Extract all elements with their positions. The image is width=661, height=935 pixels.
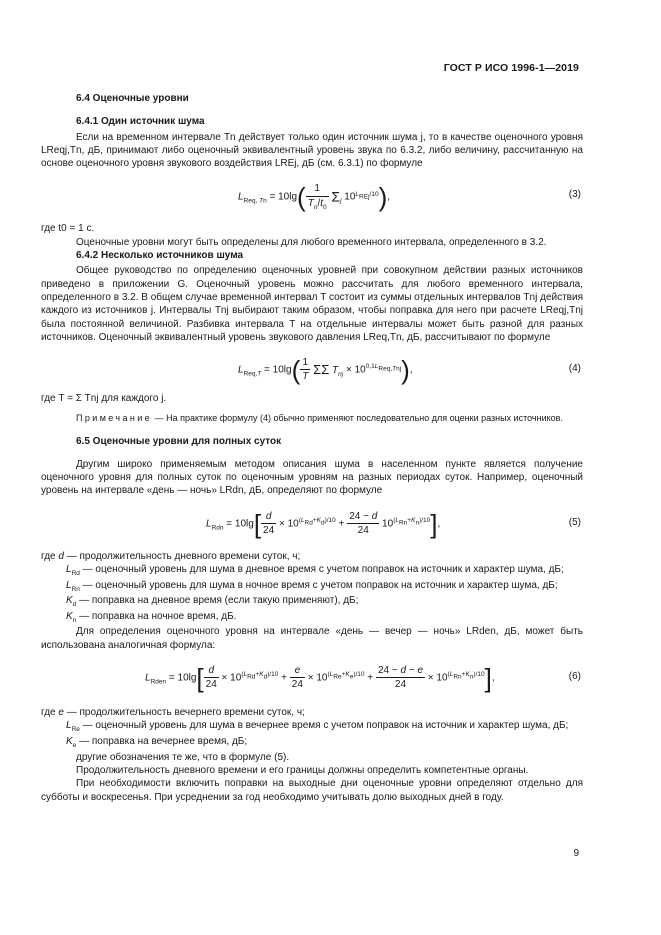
paragraph: При необходимости включить поправки на выходные дни оценочные уровни определяют отдельно для субботы и воскресенья. При усреднении за год необходимо учитывать долю выходных дней в году.: [41, 778, 583, 803]
page-number: 9: [573, 848, 579, 859]
formula-expression: $L_{Rden} = 10\lg$[ $\frac{d}{24}$ × $10^{(L_{Rd}+K_d)/10}$ + $\frac{e}{24}$ × $10^{(L_{Re}+K_e)/10}$ + $\frac{24 - d - e}{24}$ × $10^{(L_{Rn}+K_n)/10}$],: [145, 662, 495, 693]
paragraph: Если на временном интервале Tn действует только один источник шума j, то в качестве оценочного уровня LReqj,Tn, дБ, принимают либо оценочный эквивалентный уровень звука по 6.3.2, либо величину, рассчитанную на основе оценочного уровня звукового воздействия LREj, дБ (см. 6.3.1) по формуле: [41, 131, 583, 170]
paragraph: Для определения оценочного уровня на интервале «день — вечер — ночь» LRden, дБ, может быть использована аналогичная формула:: [41, 626, 583, 651]
section-6-5-title: 6.5 Оценочные уровни для полных суток: [76, 436, 282, 448]
formula-4: [41, 348, 583, 388]
section-6-4-2-title: 6.4.2 Несколько источников шума: [76, 250, 244, 262]
paragraph: Продолжительность дневного времени и его границы должны определить компетентные органы.: [76, 764, 529, 776]
section-6-4-title: 6.4 Оценочные уровни: [76, 93, 189, 104]
section-6-4-1-title: 6.4.1 Один источник шума: [76, 116, 205, 128]
definition: $L_{Rn}$ — оценочный уровень для шума в ночное время с учетом поправок на источник и характер шума, дБ;: [66, 579, 558, 593]
page-content: [41, 92, 583, 804]
paragraph: Оценочные уровни могут быть определены для любого временного интервала, определенного в 3.2.: [76, 236, 547, 248]
document-header: ГОСТ Р ИСО 1996-1—2019: [443, 62, 579, 74]
paragraph: Общее руководство по определению оценочных уровней при совокупном действии разных источников приведено в приложении G. Оценочный уровень можно рассчитать для любого временного интервала, определенного в 3.2. В общем случае временной интервал T состоит из суммы отдельных интервалов Tnj действия каждого из источников j. Интервалы Tnj выбирают таким образом, чтобы поправка для него при расчете LReqj,Tnj была постоянной величиной. Разбивка интервала T на отдельные интервалы может быть разной для разных источников. Оценочный эквивалентный уровень звукового давления LReq,Tn, дБ, рассчитывают по формуле: [41, 265, 583, 343]
formula-3: [41, 174, 583, 218]
where-clause: где T = Σ Tnj для каждого j.: [41, 393, 167, 405]
formula-expression: $L_{Rdn} = 10\lg$[ $\frac{d}{24}$ × $10^{(L_{Rd}+K_d)/10}$ + $\frac{24 - d}{24}$ $10^{(L_{Rn}+K_n)/10}$],: [206, 508, 441, 539]
definition: где e — продолжительность вечернего времени суток, ч;: [41, 707, 305, 719]
paragraph: Другим широко применяемым методом описания шума в населенном пункте является получение оценочного уровня для полных суток по оценочным уровням на разных периодах суток. Например, оценочный уровень на интервале «день — ночь» LRdn, дБ, определяют по формуле: [41, 458, 583, 497]
note: [41, 413, 583, 425]
definition: где d — продолжительность дневного времени суток, ч;: [41, 550, 301, 562]
definition: $K_d$ — поправка на дневное время (если такую применяют), дБ;: [66, 595, 359, 609]
formula-expression: $L_{Req, Tn} = 10\lg$( $\frac{1}{T_n/t_0}$ $\Sigma_j$ $10^{L_{REj}/10}$),: [238, 182, 391, 213]
definitions-list: [41, 550, 583, 626]
note-label: Примечание: [76, 413, 153, 424]
definition: $K_e$ — поправка на вечернее время, дБ;: [66, 736, 248, 749]
formula-number: (3): [568, 189, 581, 201]
formula-number: (4): [568, 363, 581, 375]
formula-5: [41, 502, 583, 546]
note-text: — На практике формулу (4) обычно применяют последовательно для оценки разных источников.: [154, 413, 563, 424]
where-clause: где t0 = 1 с.: [41, 223, 95, 235]
definition: $L_{Rd}$ — оценочный уровень для шума в дневное время с учетом поправок на источник и характер шума, дБ;: [66, 563, 564, 577]
formula-6: [41, 656, 583, 702]
formula-expression: $L_{Req,T} = 10\lg$( $\frac{1}{T}$ ΣΣ $T_{nj} \times 10^{0,1L_{Req,Tnj}}$),: [238, 354, 413, 385]
definition-note: другие обозначения те же, что в формуле (5).: [76, 751, 290, 763]
definitions-list: [41, 706, 583, 764]
definition: $L_{Re}$ — оценочный уровень для шума в вечернее время с учетом поправок на источник и характер шума, дБ;: [66, 720, 569, 734]
definition: $K_n$ — поправка на ночное время, дБ.: [66, 610, 237, 624]
formula-number: (5): [568, 516, 581, 528]
formula-number: (6): [568, 671, 581, 683]
